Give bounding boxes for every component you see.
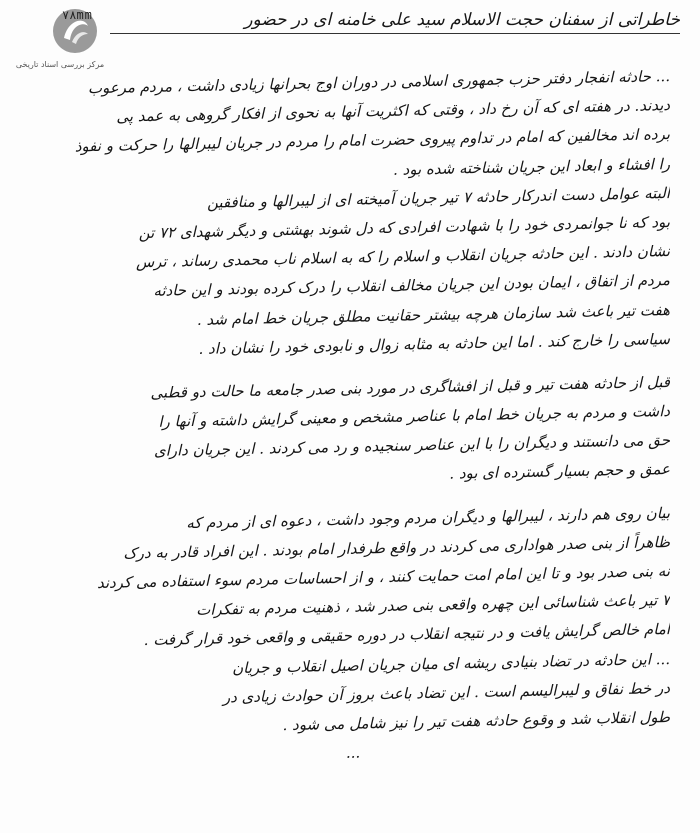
text-line: البته عوامل دست اندرکار حادثه ۷ تیر جریان آمیخته ای از لیبرالها و منافقین — [206, 183, 671, 212]
text-line: داشت و مردم به جریان خط امام با عناصر مشخص و معینی گرایش داشته و آنها را — [158, 402, 671, 431]
text-line: طول انقلاب شد و وقوع حادثه هفت تیر را نیز شامل می شود . — [282, 707, 671, 735]
text-line: مردم از اتفاق ، ایمان بودن این جریان مخالف انقلاب را درک کرده بودند و این حادثه — [153, 271, 671, 301]
archive-logo-text: مرکز بررسی اسناد تاریخی — [15, 60, 105, 69]
text-line: نشان دادند . این حادثه جریان انقلاب و اسلام را که به اسلام ناب محمدی رساند ، ترس — [135, 242, 671, 272]
text-line: نه بنی صدر بود و تا این امام امت حمایت کنند ، و از احساسات مردم سوء استفاده می کردند — [96, 562, 671, 593]
text-line: ... حادثه انفجار دفتر حزب جمهوری اسلامی در دوران اوج بحرانها زیادی داشت ، مردم مرعوب — [87, 67, 671, 98]
document-number: ۷۸mm — [62, 8, 93, 22]
text-line: ۷ تیر باعث شناسائی این چهره واقعی بنی صدر شد ، ذهنیت مردم به تفکرات — [195, 591, 671, 620]
text-line: بیان روی هم دارند ، لیبرالها و دیگران مردم وجود داشت ، دعوه ای از مردم که — [186, 503, 671, 532]
text-line: امام خالص گرایش یافت و در نتیجه انقلاب در دوره حقیقی و واقعی خود قرار گرفت . — [143, 620, 671, 650]
closing-mark: ... — [345, 743, 361, 762]
handwritten-body — [36, 62, 670, 761]
text-line: هفت تیر باعث شد سازمان هرچه بیشتر حقانیت مطلق جریان خط امام شد . — [196, 300, 671, 329]
text-line: را افشاء و ابعاد این جریان شناخته شده بود . — [392, 154, 671, 179]
text-line: بود که نا جوانمردی خود را با شهادت افرادی که دل شوند بهشتی و دیگر شهدای ۷۲ تن — [138, 212, 671, 243]
text-line: قبل از حادثه هفت تیر و قبل از افشاگری در مورد بنی صدر جامعه ما حالت دو قطبی — [150, 372, 671, 402]
text-line: در خط نفاق و لیبرالیسم است . این تضاد باعث بروز آن حوادث زیادی در — [222, 678, 671, 707]
text-line: ... این حادثه در تضاد بنیادی ریشه ای میان جریان اصیل انقلاب و جریان — [231, 649, 671, 677]
text-line: حق می دانستند و دیگران را با این عناصر سنجیده و رد می کردند . این جریان دارای — [153, 431, 671, 461]
text-line: دیدند. در هفته ای که آن رخ داد ، وقتی که اکثریت آنها به نحوی از افکار گروهی به عمد پی — [116, 96, 671, 126]
text-line: عمق و حجم بسیار گسترده ای بود . — [449, 460, 671, 484]
text-line: ظاهراً از بنی صدر هواداری می کردند در واقع طرفدار امام بودند . این افراد قادر به درک — [123, 532, 671, 563]
document-title: خاطراتی از سفنان حجت الاسلام سید علی خامنه ای در حضور — [110, 10, 680, 34]
text-line: برده اند مخالفین که امام در تداوم پیروی حضرت امام را مردم در جریان لیبرالها را حرکت و نفوذ — [74, 125, 671, 156]
text-line: سیاسی را خارج کند . اما این حادثه به مثابه زوال و نابودی خود را نشان داد . — [198, 329, 671, 358]
